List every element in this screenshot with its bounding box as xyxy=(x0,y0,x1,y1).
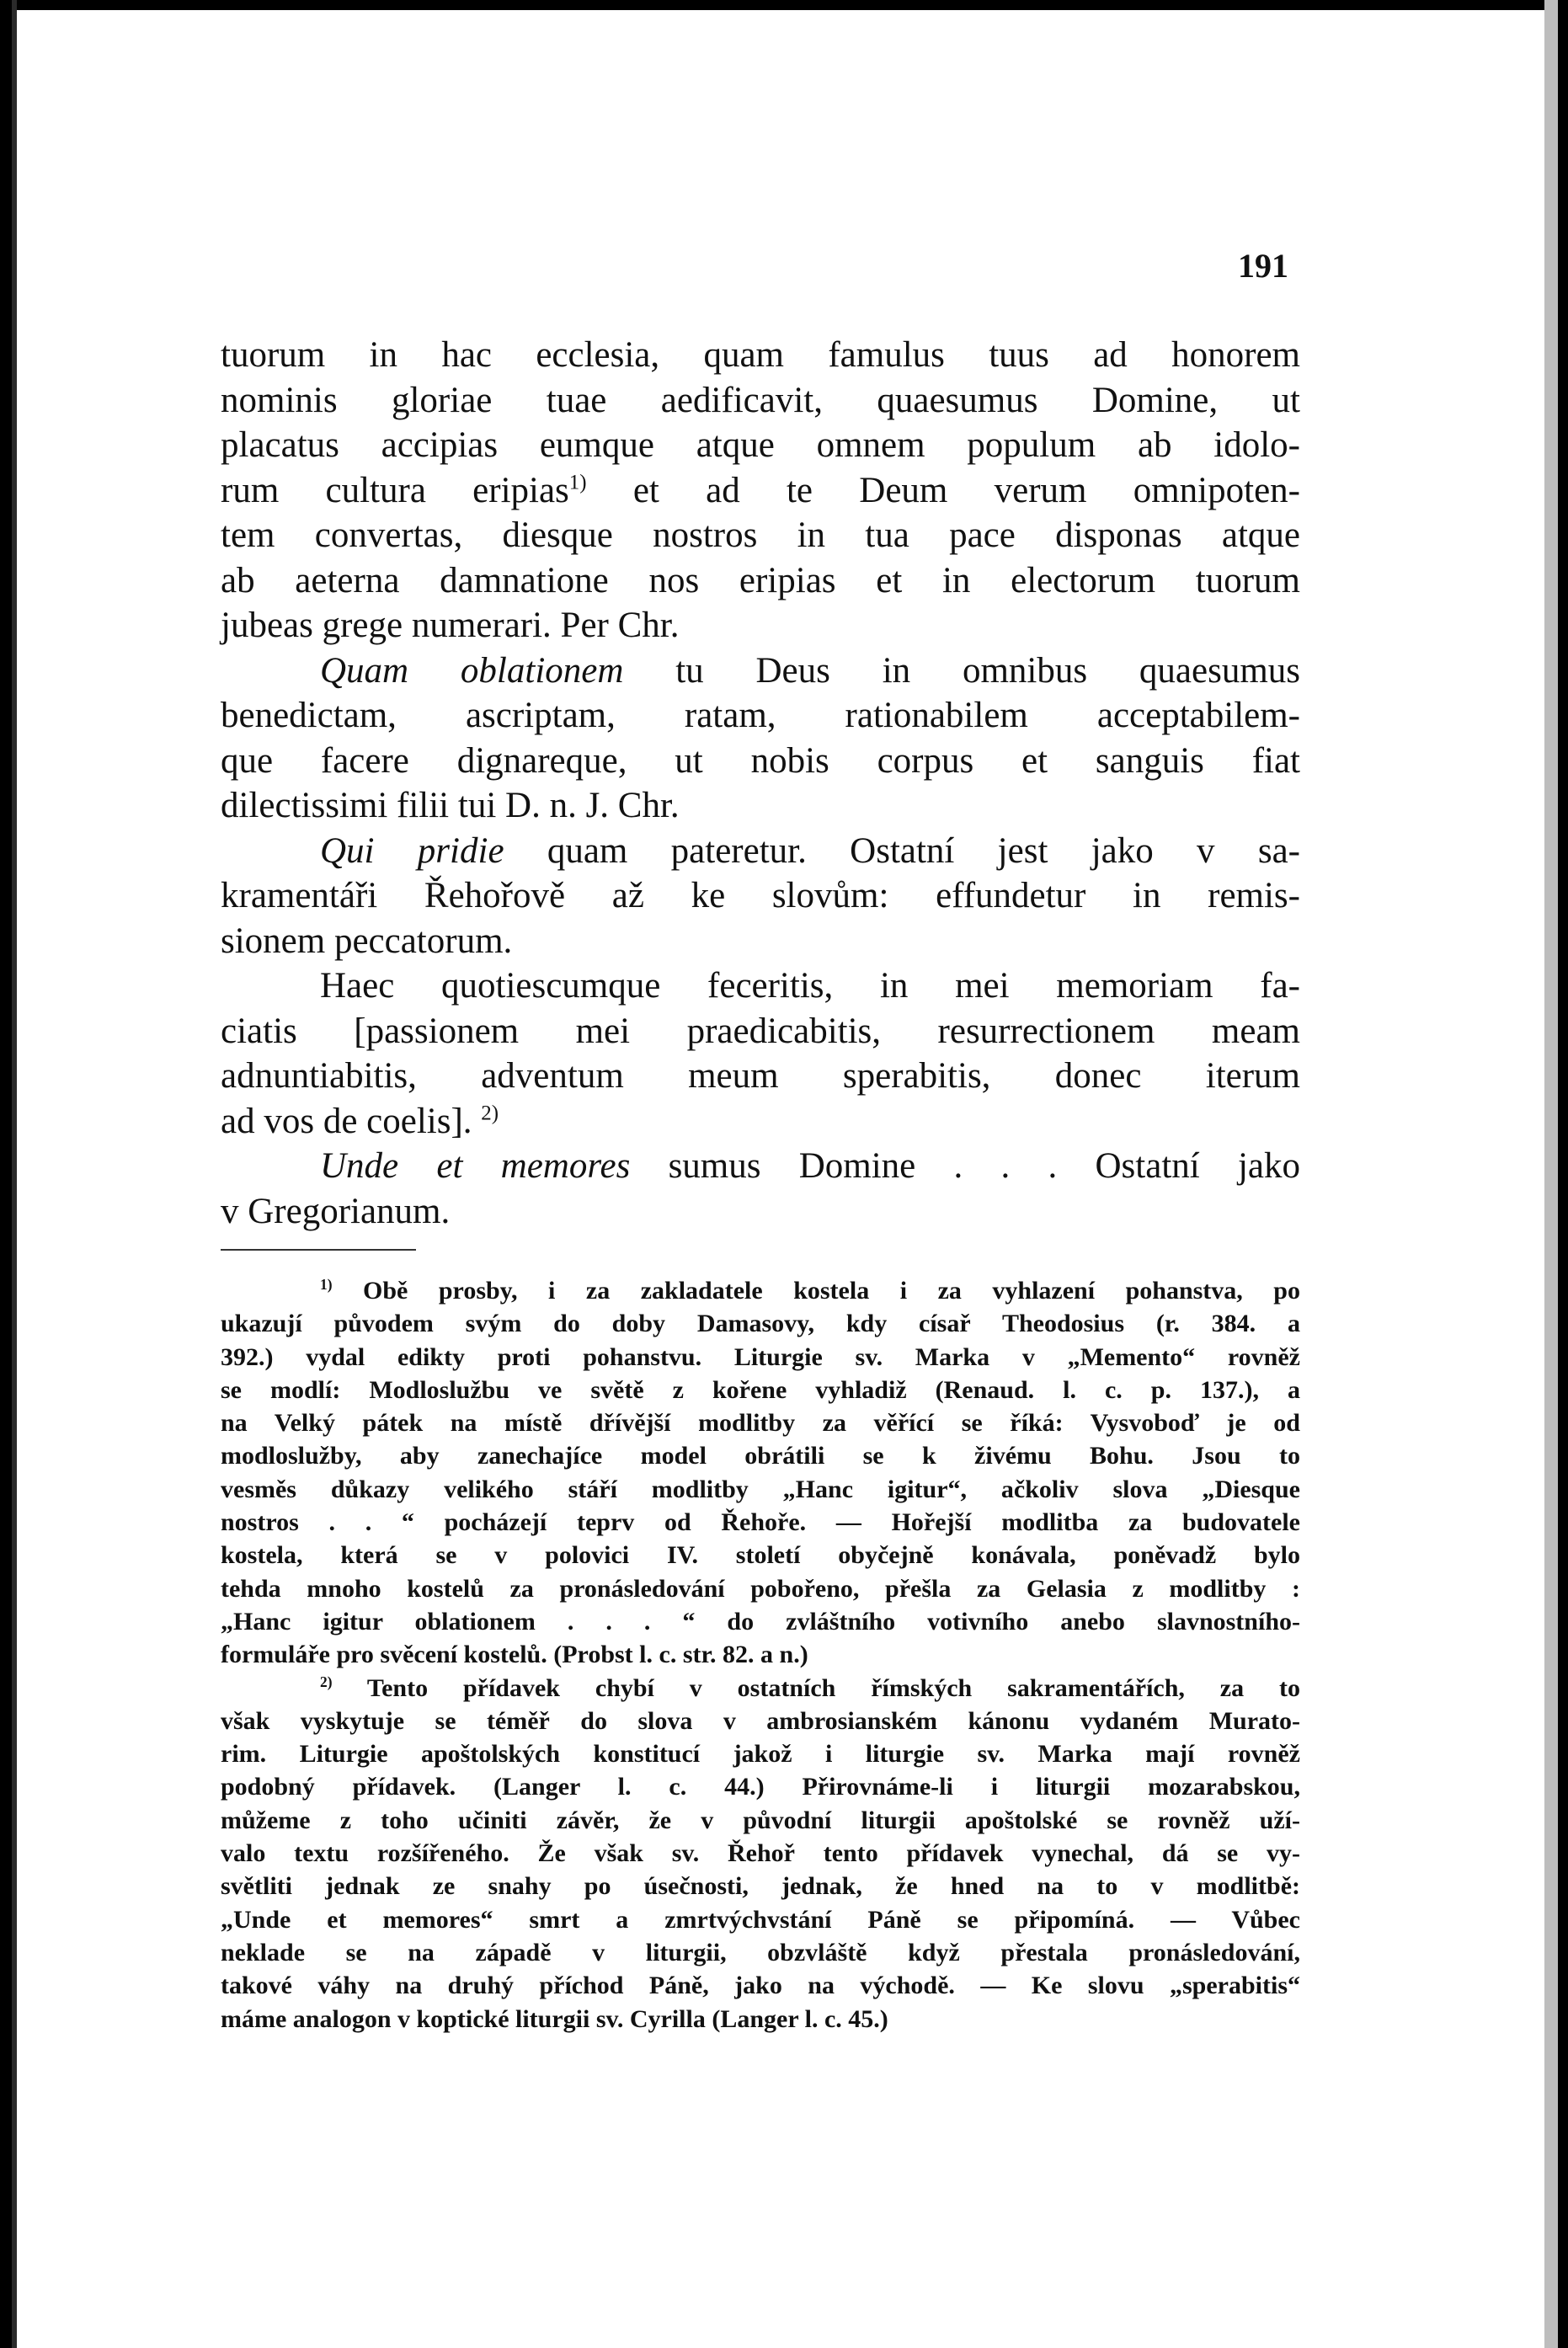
text-line: dilectissimi filii tui D. n. J. Chr. xyxy=(221,786,680,825)
text-line: adnuntiabitis, adventum meum sperabitis, donec iterum xyxy=(221,1056,1300,1096)
text-fragment: et ad te Deum verum omnipoten- xyxy=(632,470,1300,510)
text-line xyxy=(221,1099,1300,1145)
text-line: que facere dignareque, ut nobis corpus et sanguis fiat xyxy=(221,740,1300,781)
text-line: tem convertas, diesque nostros in tua pace disponas atque xyxy=(221,515,1300,555)
footnote-line: máme analogon v koptické liturgii sv. Cyrilla (Langer l. c. 45.) xyxy=(221,2004,888,2033)
footnote-line: se modlí: Modloslužbu ve světě z kořene vyhladiž (Renaud. l. c. p. 137.), a xyxy=(221,1375,1300,1404)
text-fragment: sumus Domine . . . Ostatní jako xyxy=(668,1146,1300,1186)
scan-border-top xyxy=(0,0,1568,10)
footnote-line: neklade se na západě v liturgii, obzvláště když přestala pronásledování, xyxy=(221,1938,1300,1966)
text-line xyxy=(221,648,1300,694)
page-number: 191 xyxy=(1238,247,1288,285)
liturgical-incipit: Unde et memores xyxy=(320,1146,631,1186)
footnote-marker-1: 1) xyxy=(320,1276,333,1293)
liturgical-incipit: Qui pridie xyxy=(320,830,504,871)
text-fragment: ad vos de coelis]. xyxy=(221,1101,472,1141)
main-text xyxy=(221,333,1300,1234)
text-line: benedictam, ascriptam, ratam, rationabilem acceptabilem- xyxy=(221,696,1300,735)
text-line: placatus accipias eumque atque omnem populum ab idolo- xyxy=(221,425,1300,465)
text-fragment: Tento přídavek chybí v ostatních římských sakramentářích, za to xyxy=(366,1673,1300,1702)
scan-edge-right xyxy=(1544,0,1558,2348)
footnote-line: takové váhy na druhý příchod Páně, jako na východě. — Ke slovu „sperabitis“ xyxy=(221,1972,1300,2000)
footnote-line: vesměs důkazy velikého stáří modlitby „Hanc igitur“, ačkoliv slova „Diesque xyxy=(221,1475,1300,1503)
footnote-line: můžeme z toho učiniti závěr, že v původní liturgii apoštolské se rovněž uží- xyxy=(221,1806,1300,1834)
text-line: ab aeterna damnatione nos eripias et in electorum tuorum xyxy=(221,560,1300,600)
text-line: jubeas grege numerari. Per Chr. xyxy=(221,606,680,645)
footnote-line: „Hanc igitur oblationem . . . “ do zvláštního votivního anebo slavnostního- xyxy=(221,1607,1300,1636)
footnote-line: podobný přídavek. (Langer l. c. 44.) Přirovnáme-li i liturgii mozarabskou, xyxy=(221,1773,1300,1801)
footnote-separator xyxy=(221,1249,416,1251)
text-line: sionem peccatorum. xyxy=(221,921,513,961)
footnote-line: ukazují původem svým do doby Damasovy, kdy císař Theodosius (r. 384. a xyxy=(221,1310,1300,1338)
footnotes xyxy=(221,1274,1300,2036)
footnote-line xyxy=(221,1274,1300,1307)
footnote-line: světliti jednak ze snahy po úsečnosti, jednak, že hned na to v modlitbě: xyxy=(221,1872,1300,1901)
text-line: kramentáři Řehořově až ke slovům: effundetur in remis- xyxy=(221,876,1300,915)
text-fragment: Obě prosby, i za zakladatele kostela i za vyhlazení pohanstva, po xyxy=(363,1277,1300,1305)
footnote-line: kostela, která se v polovici IV. století obyčejně konávala, poněvadž bylo xyxy=(221,1541,1300,1570)
footnote-line: nostros . . “ pocházejí teprv od Řehoře. — Hořejší modlitba za budovatele xyxy=(221,1508,1300,1537)
text-fragment: tu Deus in omnibus quaesumus xyxy=(675,650,1300,691)
liturgical-incipit: Quam oblationem xyxy=(320,650,624,691)
footnote-line: rim. Liturgie apoštolských konstitucí jakož i liturgie sv. Marka mají rovněž xyxy=(221,1740,1300,1769)
footnote-line xyxy=(221,1672,1300,1705)
footnote-line: 392.) vydal edikty proti pohanstvu. Liturgie sv. Marka v „Memento“ rovněž xyxy=(221,1342,1300,1371)
text-line: tuorum in hac ecclesia, quam famulus tuus ad honorem xyxy=(221,335,1300,375)
text-fragment: rum cultura eripias xyxy=(221,470,569,510)
text-line xyxy=(221,829,1300,874)
text-line: nominis gloriae tuae aedificavit, quaesumus Domine, ut xyxy=(221,380,1300,420)
text-line: Haec quotiescumque feceritis, in mei memoriam fa- xyxy=(320,966,1300,1006)
scan-border-left xyxy=(0,0,12,2348)
footnote-line: tehda mnoho kostelů za pronásledování pobořeno, přešla za Gelasia z modlitby : xyxy=(221,1574,1300,1603)
footnote-marker-2: 2) xyxy=(320,1673,333,1690)
footnote-ref-2: 2) xyxy=(481,1102,499,1125)
text-line xyxy=(221,468,1300,514)
footnote-ref-1: 1) xyxy=(568,471,587,494)
footnote-line: formuláře pro svěcení kostelů. (Probst l. c. str. 82. a n.) xyxy=(221,1641,808,1669)
footnote-line: „Unde et memores“ smrt a zmrtvýchvstání Páně se připomíná. — Vůbec xyxy=(221,1905,1300,1934)
text-line xyxy=(221,1144,1300,1189)
scan-shadow-left xyxy=(12,0,17,2348)
scan-border-right xyxy=(1558,0,1568,2348)
footnote-line: valo textu rozšířeného. Že však sv. Řehoř tento přídavek vynechal, dá se vy- xyxy=(221,1839,1300,1868)
footnote-line: modloslužby, aby zanechajíce model obrátili se k živému Bohu. Jsou to xyxy=(221,1442,1300,1470)
footnote-line: však vyskytuje se téměř do slova v ambrosianském kánonu vydaném Murato- xyxy=(221,1706,1300,1735)
text-line: ciatis [passionem mei praedicabitis, resurrectionem meam xyxy=(221,1011,1300,1051)
text-line: v Gregorianum. xyxy=(221,1191,451,1231)
text-fragment: quam pateretur. Ostatní jest jako v sa- xyxy=(547,830,1301,871)
footnote-line: na Velký pátek na místě dřívější modlitby za věřící se říká: Vysvoboď je od xyxy=(221,1409,1300,1438)
